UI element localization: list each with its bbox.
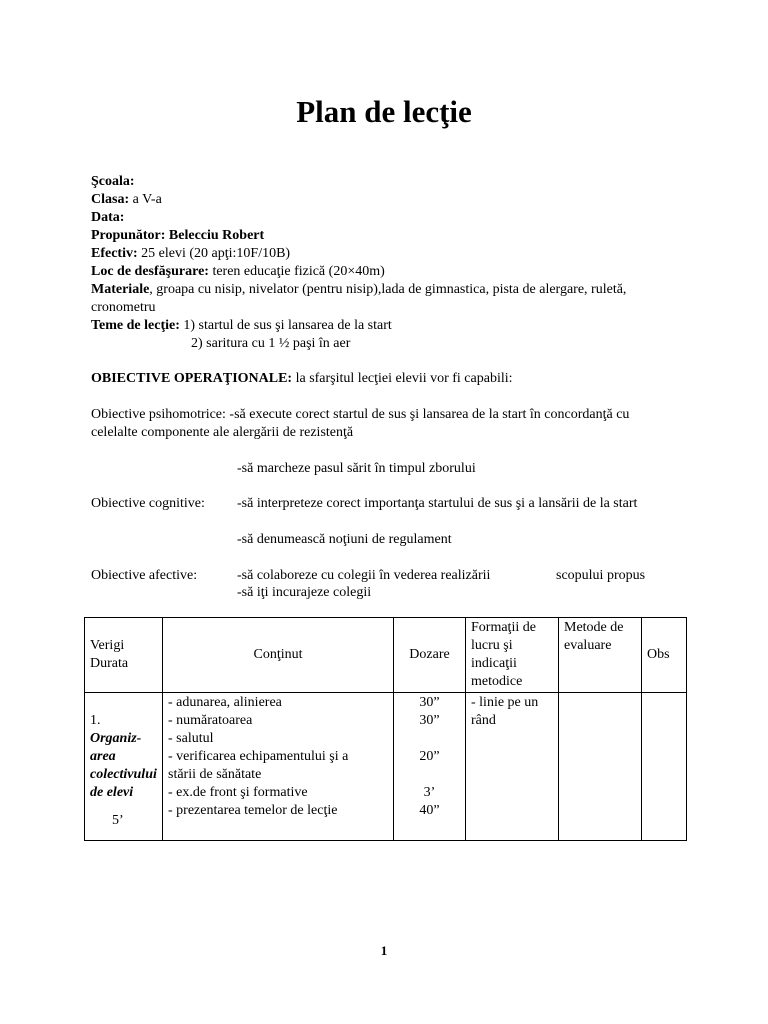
dosage-value (399, 730, 460, 748)
stage-duration: 5’ (112, 813, 124, 828)
psychomotor-objective-1-cont: celelalte componente ale alergării de rezistenţă (91, 425, 354, 440)
school-line: Şcoala: (91, 174, 135, 189)
affective-label: Obiective afective: (91, 568, 198, 583)
dosage-cell (394, 693, 466, 841)
content-item: - număratoarea (168, 713, 253, 728)
dosage-value (399, 766, 460, 784)
content-item: - salutul (168, 731, 214, 746)
affective-objective-1: -să colaboreze cu colegii în vederea realizării (237, 568, 491, 583)
dosage-value: 30” (419, 695, 440, 710)
cognitive-label: Obiective cognitive: (91, 496, 205, 511)
header-dosage: Dozare (394, 618, 466, 693)
dosage-value: 40” (419, 803, 440, 818)
cognitive-objective-2: -să denumească noţiuni de regulament (237, 532, 452, 547)
content-item: - verificarea echipamentului şi a (168, 749, 349, 764)
stage-cell (85, 693, 163, 841)
content-item: - prezentarea temelor de lecţie (168, 803, 338, 818)
class-line: Clasa: a V-a (91, 192, 162, 207)
table-header-row (85, 618, 687, 693)
page-title: Plan de lecţie (296, 94, 472, 129)
table-row (85, 693, 687, 841)
header-formations: Formaţii de lucru şi indicaţii metodice (466, 618, 559, 693)
affective-objective-2: -să iţi incurajeze colegii (237, 585, 372, 600)
objectives-heading: OBIECTIVE OPERAŢIONALE: la sfarşitul lecţiei elevii vor fi capabili: (91, 371, 513, 386)
affective-objective-1-cont: scopului propus (556, 568, 646, 583)
content-cell (163, 693, 394, 841)
lesson-themes-line: Teme de lecţie: 1) startul de sus şi lansarea de la start (91, 318, 392, 333)
header-obs: Obs (642, 618, 687, 693)
dosage-value: 30” (419, 713, 440, 728)
dosage-value: 3’ (423, 785, 436, 800)
materials-continuation: cronometru (91, 300, 156, 315)
psychomotor-objective-2: -să marcheze pasul sărit în timpul zborului (237, 461, 476, 476)
location-line: Loc de desfăşurare: teren educaţie fizică (20×40m) (91, 264, 385, 279)
proposer-line: Propunător: Belecciu Robert (91, 228, 265, 243)
stage-number: 1. (90, 713, 101, 728)
materials-line: Materiale, groapa cu nisip, nivelator (pentru nisip),lada de gimnastica, pista de alergare, ruletă, (91, 282, 627, 297)
content-item: stării de sănătate (168, 767, 262, 782)
dosage-value: 20” (419, 749, 440, 764)
date-line: Data: (91, 210, 125, 225)
content-item: - adunarea, alinierea (168, 695, 282, 710)
lesson-table (84, 617, 687, 841)
evaluation-cell (559, 693, 642, 841)
obs-cell (642, 693, 687, 841)
lesson-theme-2: 2) saritura cu 1 ½ paşi în aer (191, 336, 351, 351)
header-stages-duration: Verigi Durata (85, 618, 163, 693)
page-number: 1 (380, 943, 388, 958)
content-item: - ex.de front şi formative (168, 785, 308, 800)
psychomotor-objective-1: Obiective psihomotrice: -să execute corect startul de sus şi lansarea de la start în concordanţă cu (91, 407, 630, 422)
cognitive-objective-1: -să interpreteze corect importanţa startului de sus şi a lansării de la start (237, 496, 638, 511)
header-content: Conţinut (163, 618, 394, 693)
stage-name: Organiz-area colectivului de elevi (90, 731, 157, 800)
header-evaluation: Metode de evaluare (559, 618, 642, 693)
formations-cell: - linie pe un rând (466, 693, 559, 841)
headcount-line: Efectiv: 25 elevi (20 apţi:10F/10B) (91, 246, 291, 261)
